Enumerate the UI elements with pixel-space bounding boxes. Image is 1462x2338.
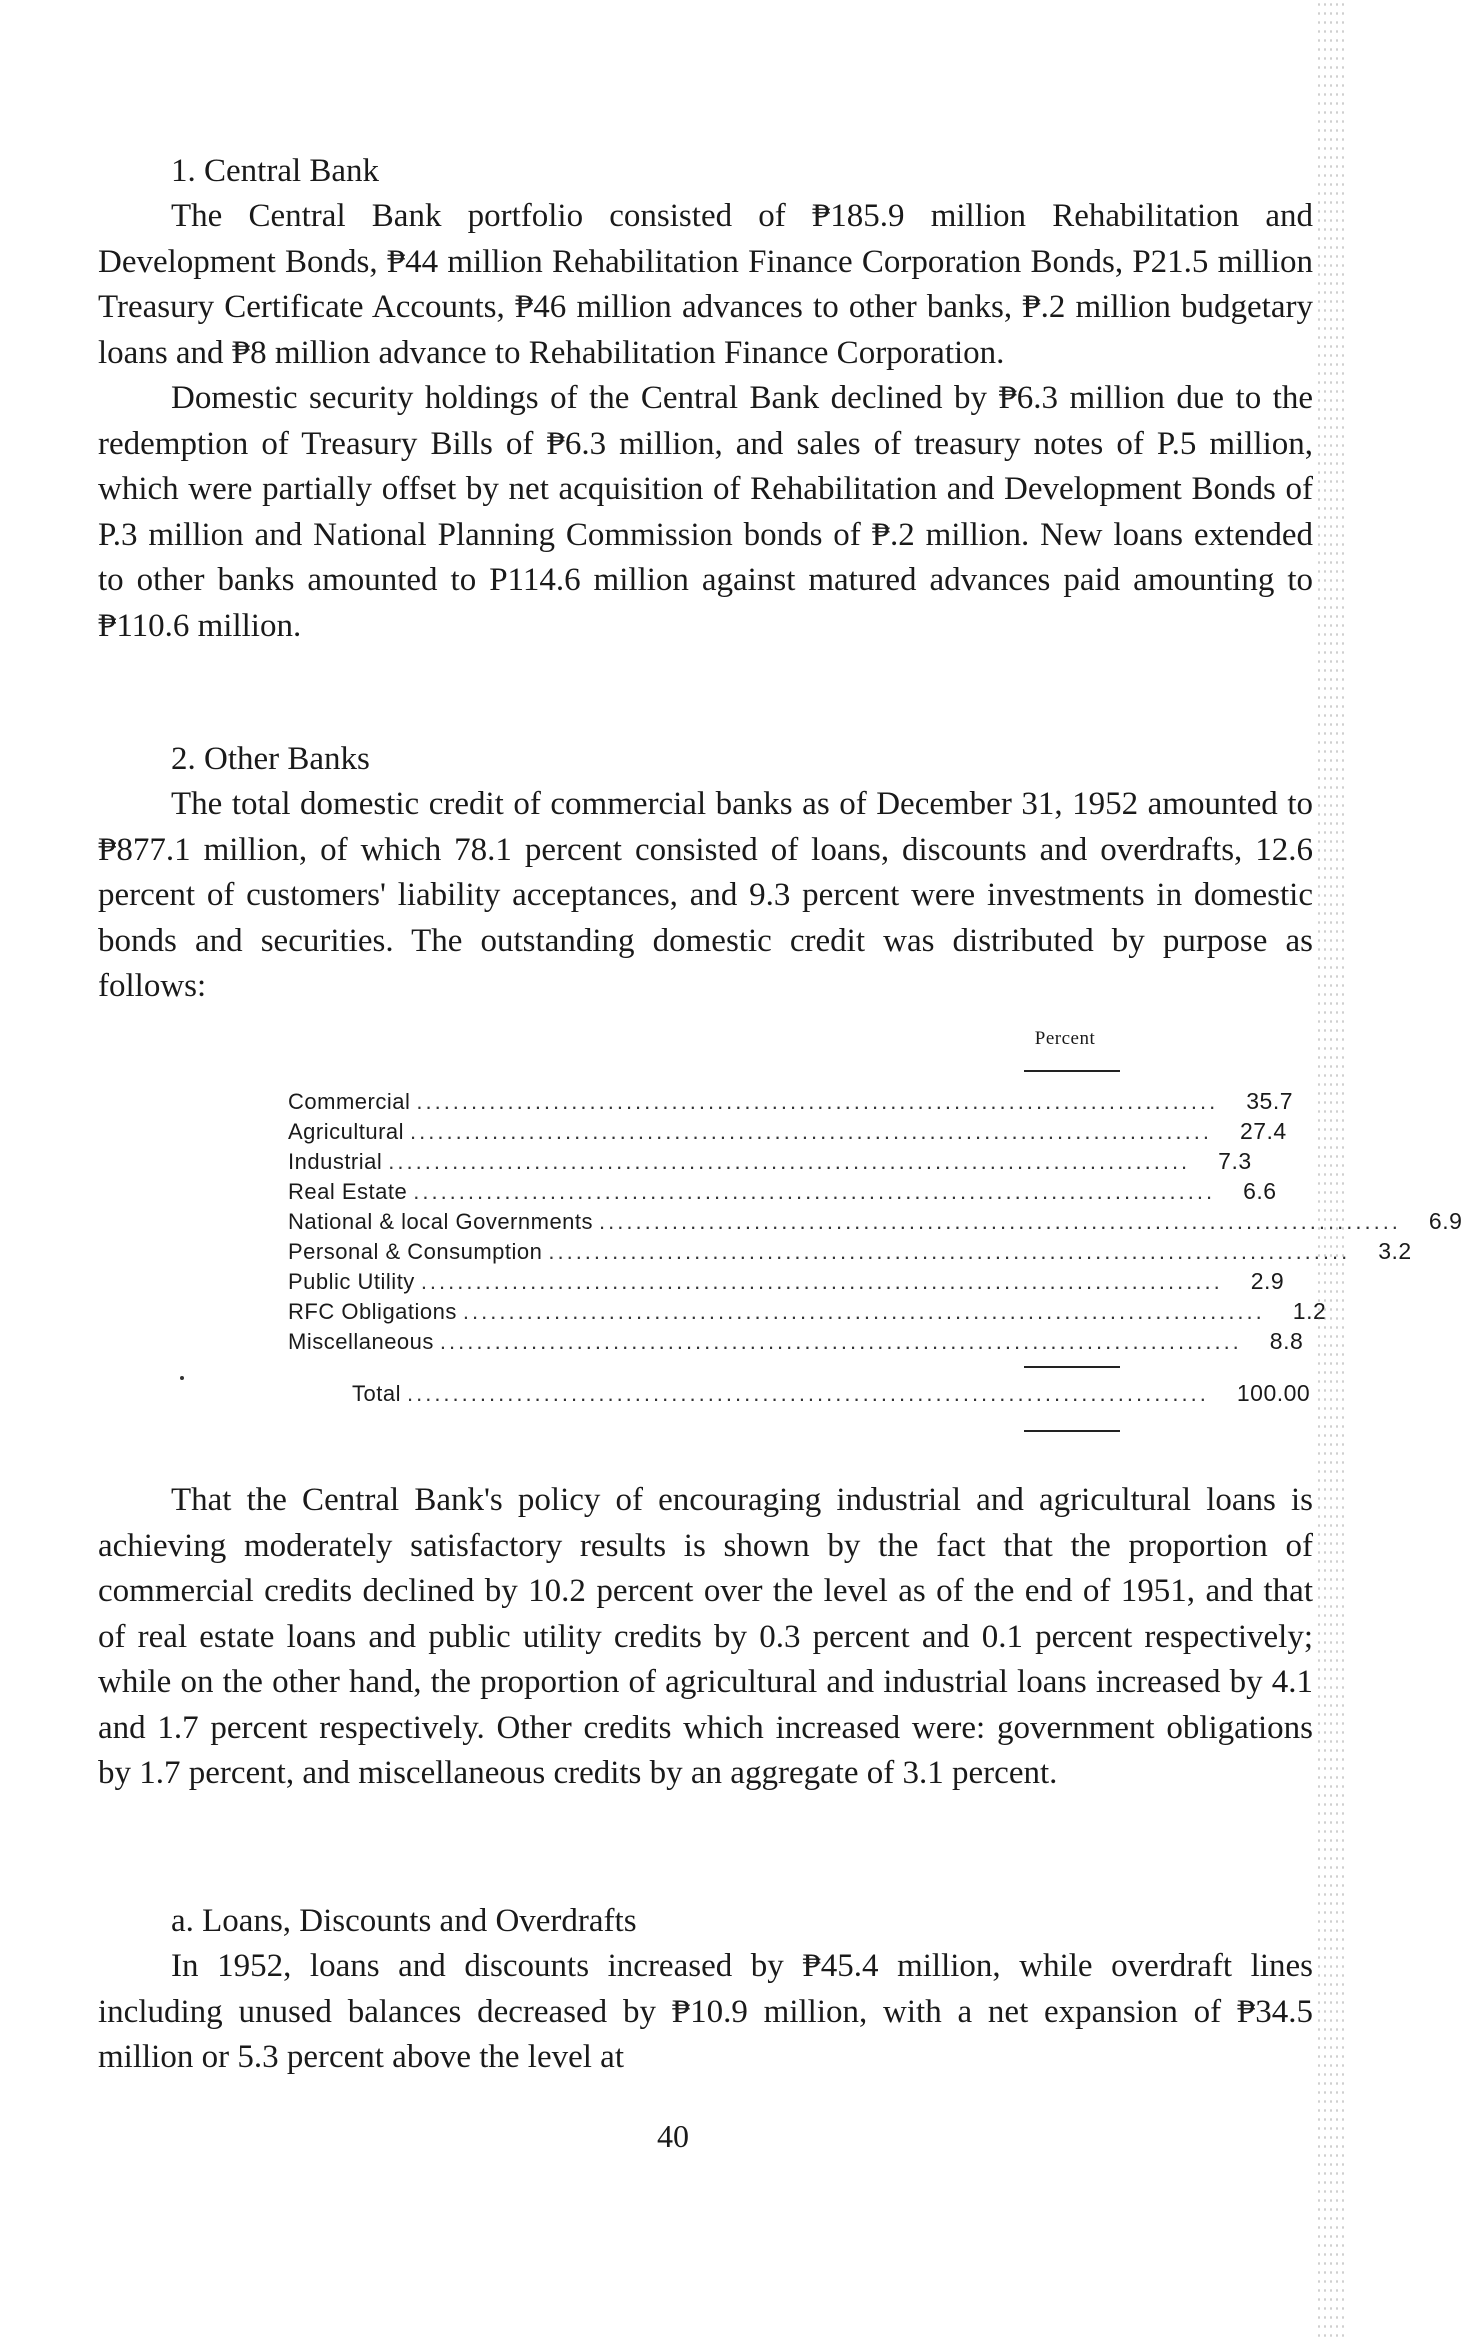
table-row — [288, 1298, 1327, 1328]
paragraph: In 1952, loans and discounts increased by ₱45.4 million, while overdraft lines including unused balances decreased by ₱10.9 million, with a net expansion of ₱34.5 million or 5.3 percent above the level at — [98, 1948, 1313, 2075]
scan-edge-noise — [1316, 0, 1346, 2338]
row-value: 27.4 — [1239, 1118, 1287, 1144]
row-value: 2.9 — [1250, 1268, 1285, 1294]
dot-leader: ........................................................................................ — [548, 1239, 1351, 1264]
dot-leader: ........................................................................................ — [388, 1149, 1191, 1174]
table-row — [288, 1148, 1252, 1178]
page-number: 40 — [657, 2118, 689, 2154]
table-total-row — [288, 1380, 1311, 1410]
dot-leader: ........................................................................................ — [416, 1089, 1219, 1114]
print-speck — [180, 1376, 184, 1380]
table-rule — [1024, 1070, 1120, 1072]
table-rule — [1024, 1430, 1120, 1432]
paragraph: That the Central Bank's policy of encouraging industrial and agricultural loans is achieving moderately satisfactory results is shown by the fact that the proportion of commercial credits declined by 10.2 percent over the level as of the end of 1951, and that of real estate loans and public utility credits by 0.3 percent and 0.1 percent respectively; while on the other hand, the proportion of agricultural and industrial loans increased by 4.1 and 1.7 percent respectively. Other credits which increased were: government obligations by 1.7 percent, and miscellaneous credits by an aggregate of 3.1 percent. — [98, 1482, 1313, 1791]
row-label: Industrial — [288, 1149, 383, 1174]
total-value: 100.00 — [1236, 1380, 1311, 1406]
row-value: 1.2 — [1292, 1298, 1327, 1324]
table-row — [288, 1208, 1462, 1238]
dot-leader: ........................................................................................ — [406, 1381, 1209, 1406]
row-label: Public Utility — [288, 1269, 415, 1294]
dot-leader: ........................................................................................ — [439, 1329, 1242, 1354]
table-row — [288, 1328, 1304, 1358]
section-heading: 1. Central Bank — [171, 153, 380, 189]
row-value: 8.8 — [1269, 1328, 1304, 1354]
row-value: 6.6 — [1243, 1178, 1277, 1204]
row-label: National & local Governments — [288, 1209, 594, 1234]
table-row — [288, 1088, 1294, 1118]
table-row — [288, 1178, 1277, 1208]
column-header: Percent — [1034, 1028, 1096, 1049]
row-label: Agricultural — [288, 1119, 405, 1144]
row-label: Real Estate — [288, 1179, 408, 1204]
section-other-banks — [98, 738, 1313, 1010]
dot-leader: ........................................................................................ — [462, 1299, 1265, 1324]
section-central-bank — [98, 150, 1313, 649]
table-rule — [1024, 1366, 1120, 1368]
row-value: 7.3 — [1218, 1148, 1252, 1174]
row-label: Miscellaneous — [288, 1329, 434, 1354]
row-label: Commercial — [288, 1089, 411, 1114]
dot-leader: ........................................................................................ — [420, 1269, 1223, 1294]
paragraph: The Central Bank portfolio consisted of ₱185.9 million Rehabilitation and Development Bonds, ₱44 million Rehabilitation Finance Corporation Bonds, P21.5 million Treasury Certificate Accounts, ₱46 million advances to other banks, ₱.2 million budgetary loans and ₱8 million advance to Rehabilitation Finance Corporation. — [98, 198, 1313, 371]
row-value: 35.7 — [1246, 1088, 1294, 1114]
table-row — [288, 1238, 1412, 1268]
section-heading: a. Loans, Discounts and Overdrafts — [171, 1903, 637, 1939]
table-row — [288, 1268, 1285, 1298]
dot-leader: ........................................................................................ — [599, 1209, 1401, 1234]
section-loans-discounts — [98, 1900, 1313, 2081]
total-label: Total — [352, 1381, 401, 1406]
table-row — [288, 1118, 1287, 1148]
dot-leader: ........................................................................................ — [413, 1179, 1216, 1204]
row-label: Personal & Consumption — [288, 1239, 543, 1264]
paragraph: The total domestic credit of commercial banks as of December 31, 1952 amounted to ₱877.1 million, of which 78.1 percent consisted of loans, discounts and overdrafts, 12.6 percent of customers' liability acceptances, and 9.3 percent were investments in domestic bonds and securities. The outstanding domestic credit was distributed by purpose as follows: — [98, 786, 1313, 1004]
section-policy-results — [98, 1478, 1313, 1797]
dot-leader: ........................................................................................ — [410, 1119, 1212, 1144]
paragraph: Domestic security holdings of the Central Bank declined by ₱6.3 million due to the redemption of Treasury Bills of ₱6.3 million, and sales of treasury notes of P.5 million, which were partially offset by net acquisition of Rehabilitation and Development Bonds of P.3 million and National Planning Commission bonds of ₱.2 million. New loans extended to other banks amounted to P114.6 million against matured advances paid amounting to ₱110.6 million. — [98, 380, 1313, 644]
section-heading: 2. Other Banks — [171, 741, 370, 777]
row-value: 6.9 — [1428, 1208, 1462, 1234]
row-value: 3.2 — [1378, 1238, 1412, 1264]
row-label: RFC Obligations — [288, 1299, 457, 1324]
